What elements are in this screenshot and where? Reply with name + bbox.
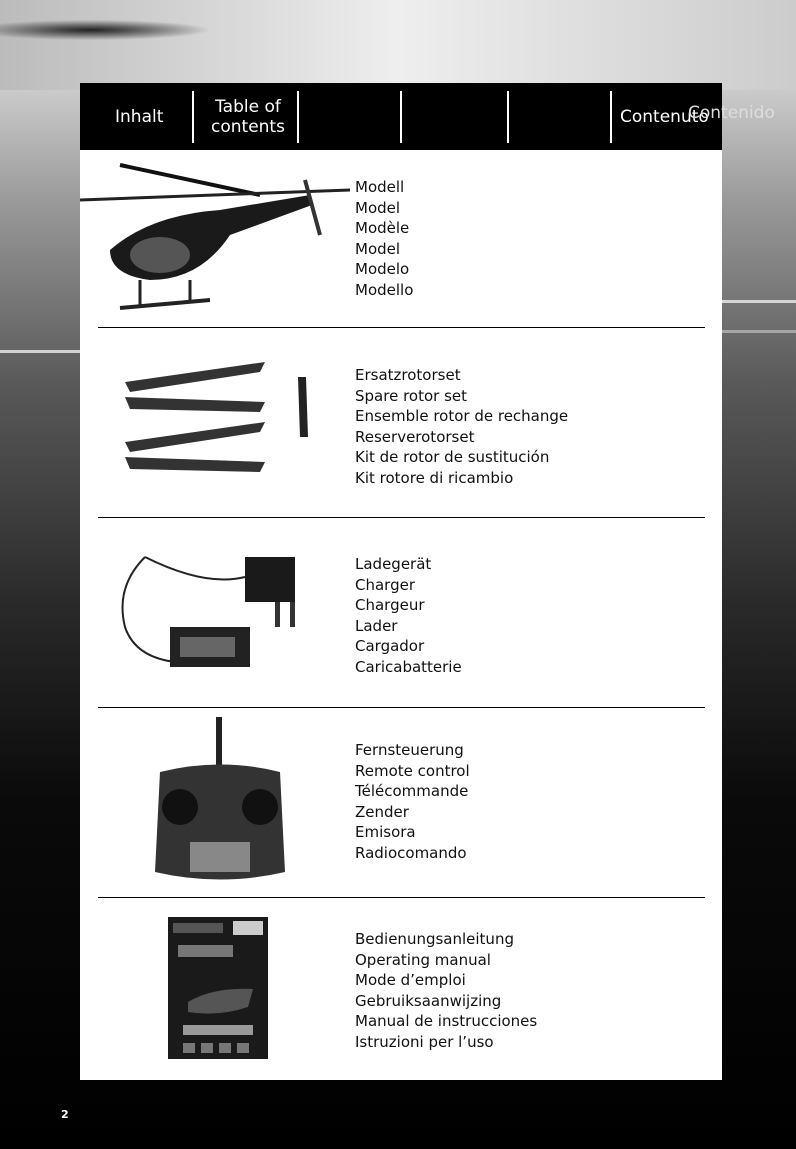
item-remote-control — [80, 707, 722, 897]
label-fr: Mode d’emploi — [355, 971, 466, 989]
label-es: Kit de rotor de sustitución — [355, 448, 550, 466]
label-fr: Télécommande — [355, 782, 469, 800]
label-nl: Zender — [355, 802, 409, 821]
label-it: Istruzioni per l’uso — [355, 1032, 494, 1051]
header-divider — [610, 91, 612, 143]
label-es: Emisora — [355, 823, 416, 841]
light-streak — [720, 300, 796, 303]
label-en: Charger — [355, 575, 415, 594]
remote-control-image — [150, 712, 290, 897]
header-divider — [507, 91, 509, 143]
rotor-set-image — [120, 357, 320, 487]
page-number: 2 — [61, 1108, 69, 1121]
light-streak — [720, 330, 796, 333]
label-es: Manual de instrucciones — [355, 1012, 538, 1030]
item-labels — [355, 554, 462, 677]
manual-cover-image — [168, 917, 268, 1059]
helicopter-image — [80, 160, 350, 320]
header-contenuto: Contenuto — [620, 106, 709, 127]
label-it: Kit rotore di ricambio — [355, 468, 514, 487]
label-nl: Model — [355, 239, 401, 258]
item-spare-rotor-set — [80, 327, 722, 517]
header-table-of-contents: Table of contents — [211, 96, 285, 137]
label-fr: Ensemble rotor de rechange — [355, 407, 569, 425]
header-divider — [297, 91, 299, 143]
light-streak — [0, 350, 80, 353]
label-fr: Chargeur — [355, 596, 425, 614]
label-es: Modelo — [355, 260, 410, 278]
header-contenido-overflow: Contenido — [688, 103, 775, 123]
item-labels — [355, 929, 537, 1052]
label-en: Operating manual — [355, 950, 491, 969]
label-nl: Lader — [355, 616, 398, 635]
label-en: Remote control — [355, 761, 470, 780]
label-it: Modello — [355, 280, 414, 299]
item-model — [80, 150, 722, 340]
label-de: Ladegerät — [355, 555, 432, 573]
label-nl: Gebruiksaanwijzing — [355, 991, 502, 1010]
item-labels — [355, 365, 568, 488]
label-en: Model — [355, 198, 401, 217]
label-de: Modell — [355, 178, 405, 196]
label-de: Bedienungsanleitung — [355, 930, 514, 948]
item-charger — [80, 517, 722, 707]
label-es: Cargador — [355, 637, 425, 655]
item-labels — [355, 740, 470, 863]
background-sky — [0, 0, 796, 90]
toc-header — [80, 83, 722, 150]
label-en: Spare rotor set — [355, 386, 468, 405]
label-de: Fernsteuerung — [355, 741, 464, 759]
item-labels — [355, 177, 413, 300]
header-divider — [192, 91, 194, 143]
label-it: Caricabatterie — [355, 657, 462, 676]
label-fr: Modèle — [355, 219, 410, 237]
label-nl: Reserverotorset — [355, 427, 475, 446]
charger-image — [105, 547, 325, 677]
header-inhalt: Inhalt — [115, 106, 164, 127]
label-it: Radiocomando — [355, 843, 467, 862]
item-operating-manual — [80, 897, 722, 1087]
label-de: Ersatzrotorset — [355, 366, 461, 384]
header-divider — [400, 91, 402, 143]
